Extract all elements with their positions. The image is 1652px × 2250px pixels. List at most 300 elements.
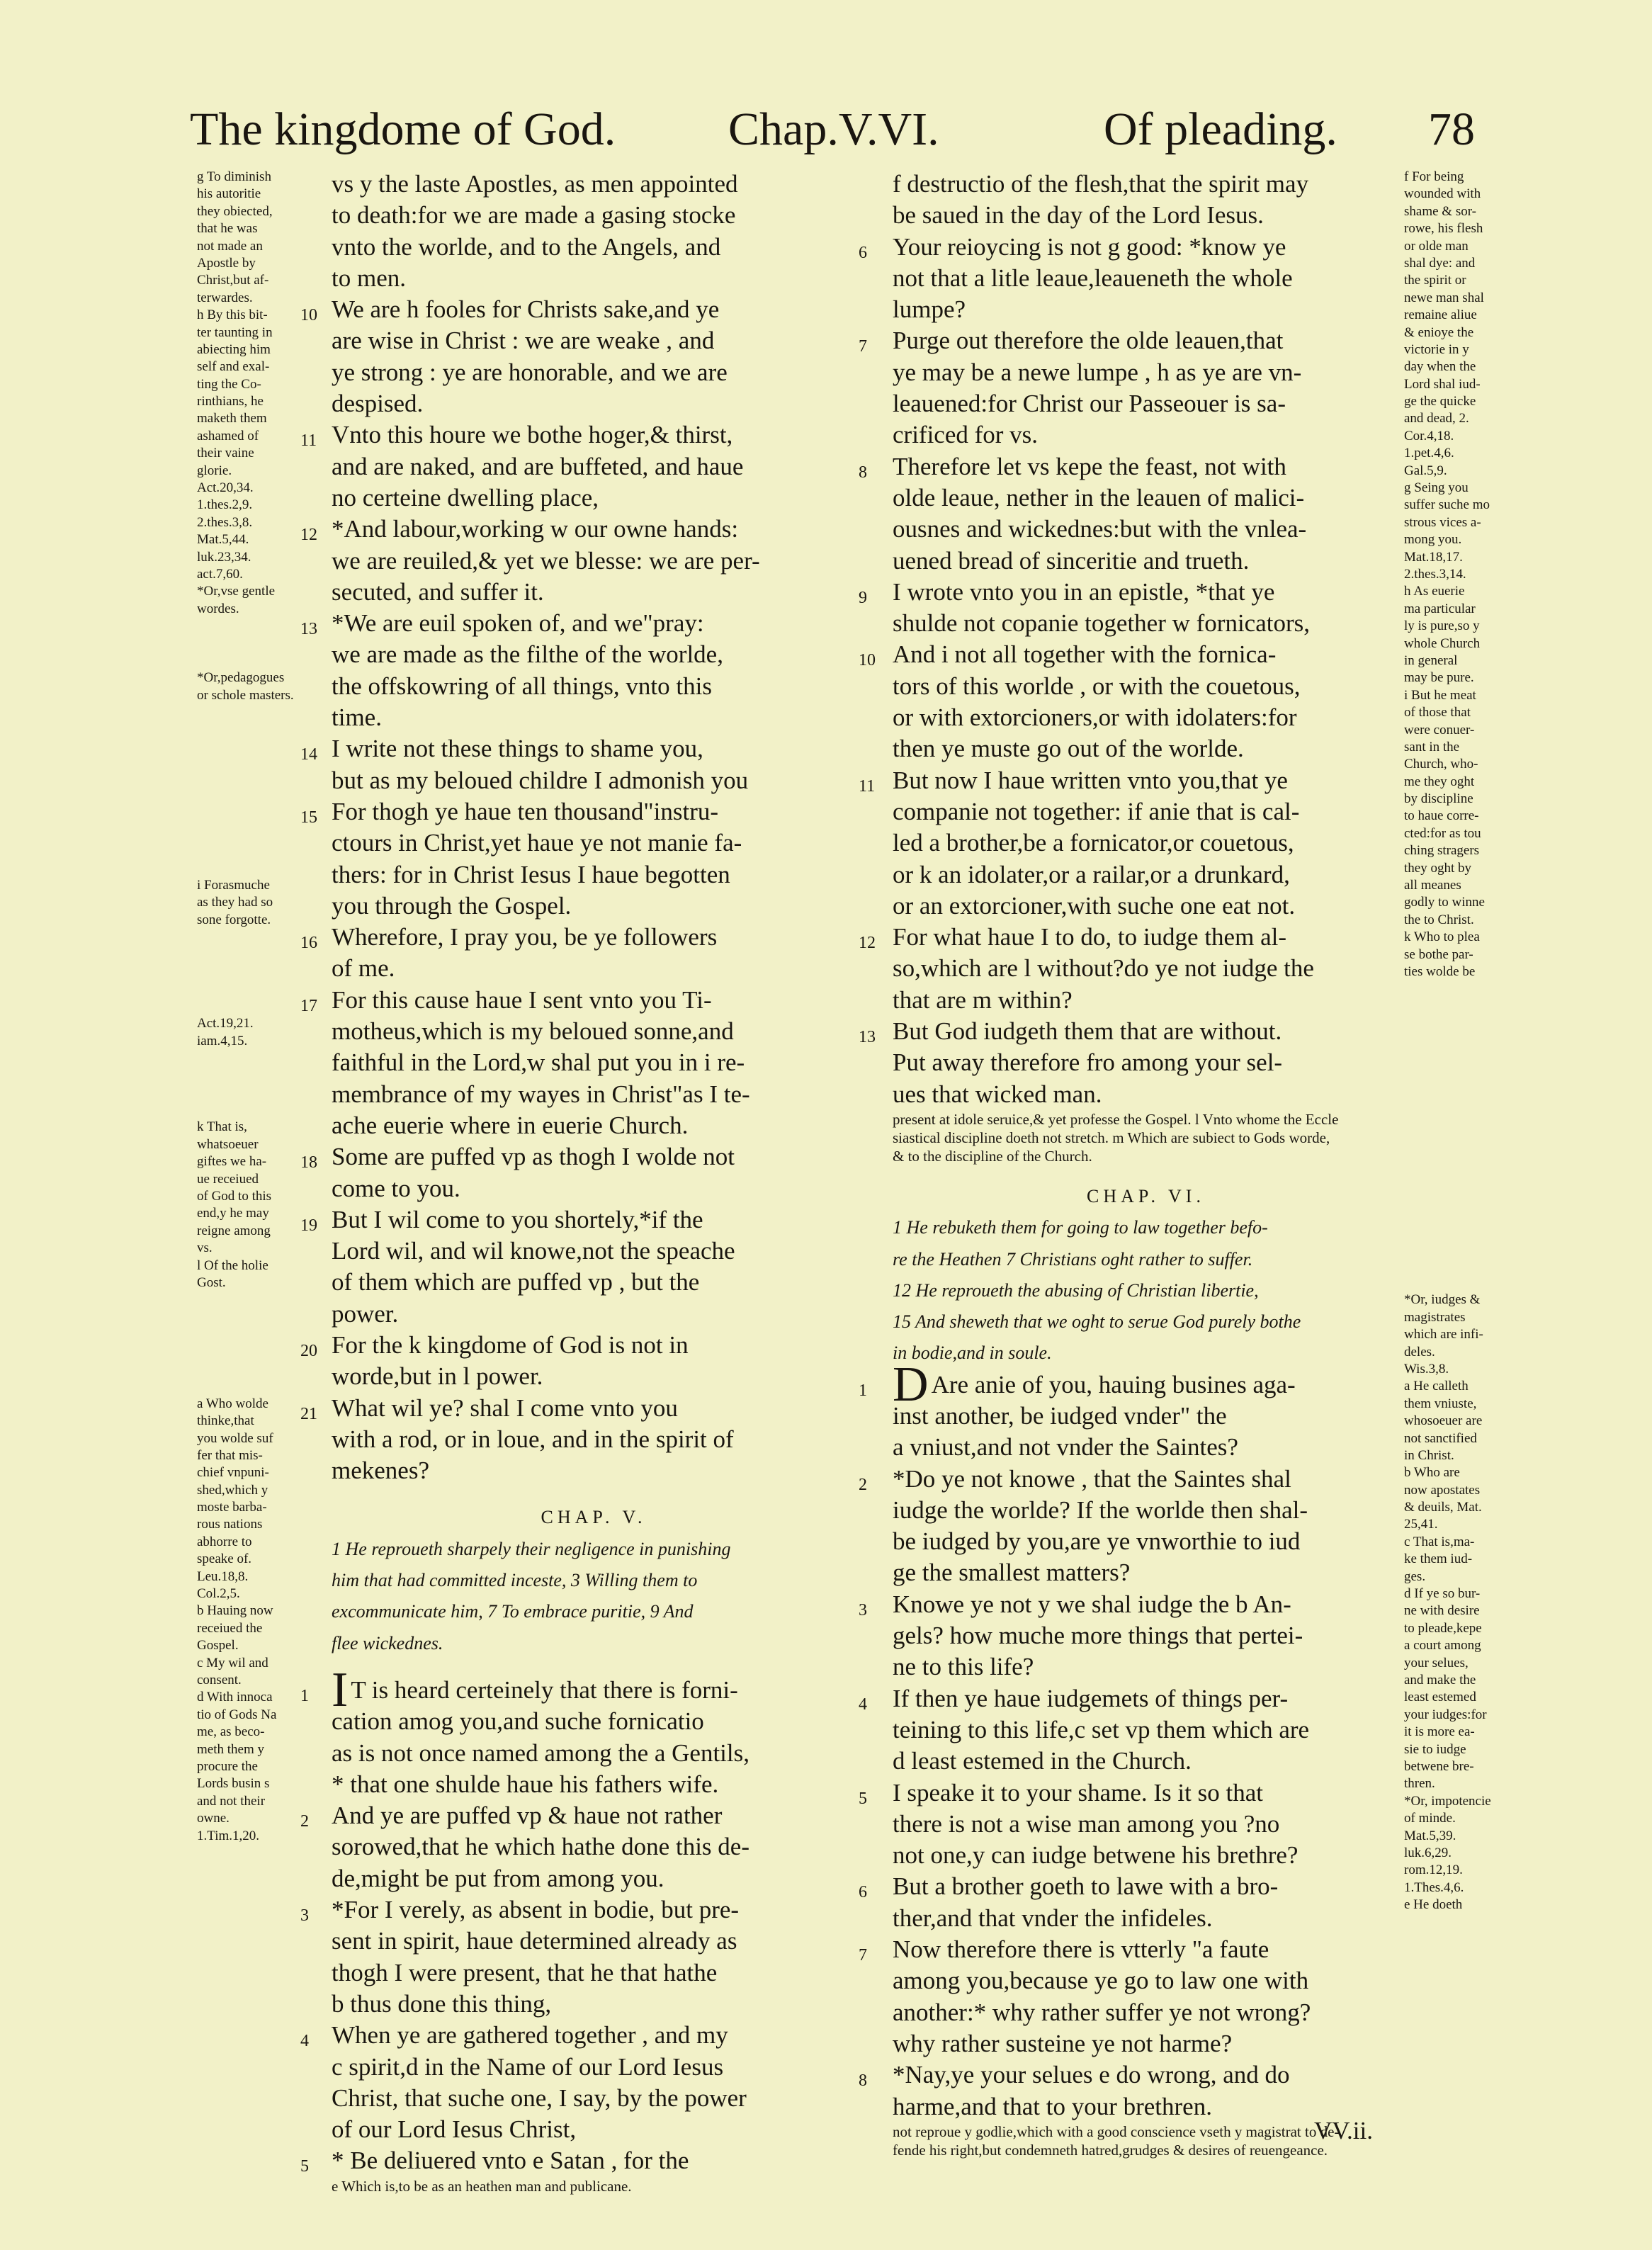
margin-note-line: of God to this bbox=[197, 1189, 272, 1204]
margin-note-line bbox=[1404, 1205, 1524, 1222]
verse-line bbox=[332, 1047, 856, 1078]
margin-note-line: rowe, his flesh bbox=[1404, 221, 1483, 237]
verse-text: d least estemed in the Church. bbox=[893, 1747, 1192, 1775]
drop-cap: I bbox=[332, 1662, 349, 1717]
margin-note-line: 2.thes.3,14. bbox=[1404, 566, 1466, 582]
verse-line bbox=[332, 2052, 856, 2083]
margin-note-line: to haue corre- bbox=[1404, 808, 1479, 824]
chapter-vi-argument: 15 And sheweth that we oght to serue God purely bothe bbox=[893, 1311, 1301, 1333]
verse-text: or with extorcioners,or with idolaters:for bbox=[893, 703, 1297, 732]
verse-number: 12 bbox=[859, 934, 876, 953]
verse-text: b thus done this thing, bbox=[332, 1989, 552, 2018]
margin-note-line: in general bbox=[1404, 652, 1458, 668]
verse-text: I wrote vnto you in an epistle, *that ye bbox=[893, 577, 1275, 606]
verse-text: worde,but in l power. bbox=[332, 1362, 543, 1391]
margin-note-line: consent. bbox=[197, 1672, 242, 1688]
verse-line bbox=[332, 859, 856, 891]
verse-line bbox=[332, 577, 856, 608]
margin-note-line: your iudges:for bbox=[1404, 1707, 1487, 1722]
verse-text: For the k kingdome of God is not in bbox=[332, 1330, 689, 1359]
verse-number: 21 bbox=[300, 1404, 317, 1423]
right-margin-notes bbox=[1404, 169, 1524, 1913]
verse-number: 11 bbox=[859, 776, 876, 796]
verse-text: but as my beloued childre I admonish you bbox=[332, 766, 749, 794]
running-head-right: Of pleading. bbox=[1104, 103, 1337, 155]
footnote-line: siastical discipline doeth not stretch. m Which are subiect to Gods worde, bbox=[893, 1129, 1330, 1146]
margin-note-line: and not their bbox=[197, 1793, 266, 1809]
margin-note-line: ke them iud- bbox=[1404, 1551, 1473, 1567]
verse-text: tors of this worlde , or with the couetous, bbox=[893, 672, 1301, 700]
verse-text: or an extorcioner,with suche one eat not. bbox=[893, 891, 1296, 920]
verse-text: there is not a wise man among you ?no bbox=[893, 1809, 1280, 1838]
drop-cap: D bbox=[893, 1357, 929, 1412]
verse-line bbox=[893, 859, 1399, 891]
verse-line bbox=[893, 1432, 1399, 1463]
verse-number: 3 bbox=[859, 1600, 867, 1619]
margin-note-line: & deuils, Mat. bbox=[1404, 1500, 1482, 1515]
verse-text: sorowed,that he which hathe done this de- bbox=[332, 1833, 749, 1861]
margin-note-line: betwene bre- bbox=[1404, 1758, 1474, 1774]
margin-note-line: sant in the bbox=[1404, 739, 1460, 754]
verse-line bbox=[859, 451, 1399, 482]
verse-line bbox=[332, 1926, 856, 1957]
margin-note-line: remaine aliue bbox=[1404, 307, 1477, 323]
margin-note-line: of minde. bbox=[1404, 1811, 1456, 1826]
verse-text: de,might be put from among you. bbox=[332, 1864, 664, 1892]
verse-text: ye strong : ye are honorable, and we are bbox=[332, 358, 728, 386]
verse-text: another:* why rather suffer ye not wrong? bbox=[893, 1998, 1311, 2026]
margin-note-line: rinthians, he bbox=[197, 394, 264, 409]
verse-text: And ye are puffed vp & haue not rather bbox=[332, 1802, 723, 1830]
margin-note-line: Act.19,21. bbox=[197, 1016, 254, 1031]
verse-text: shulde not copanie together w fornicators, bbox=[893, 609, 1310, 638]
verse-number: 2 bbox=[300, 1812, 309, 1831]
verse-number: 13 bbox=[859, 1028, 876, 1047]
margin-note-line: end,y he may bbox=[197, 1206, 269, 1221]
margin-note-line: his autoritie bbox=[197, 186, 261, 202]
verse-text: that are m within? bbox=[893, 985, 1073, 1014]
verse-line bbox=[332, 765, 856, 796]
verse-line bbox=[332, 169, 856, 200]
verse-line bbox=[332, 827, 856, 859]
margin-note-line: day when the bbox=[1404, 359, 1476, 375]
verse-line bbox=[859, 1777, 1399, 1809]
verse-line bbox=[859, 325, 1399, 356]
margin-note-line bbox=[1404, 1119, 1524, 1136]
margin-note-line: suffer suche mo bbox=[1404, 497, 1490, 513]
margin-note-line: magistrates bbox=[1404, 1309, 1466, 1325]
verse-text: faithful in the Lord,w shal put you in i re- bbox=[332, 1048, 745, 1077]
margin-note-line: f For being bbox=[1404, 169, 1464, 184]
margin-note-line: ties wolde be bbox=[1404, 963, 1476, 979]
verse-text: olde leaue, nether in the leauen of malici- bbox=[893, 483, 1305, 511]
verse-line bbox=[893, 1651, 1399, 1683]
verse-text: Some are puffed vp as thogh I wolde not bbox=[332, 1143, 735, 1171]
verse-line bbox=[332, 1236, 856, 1267]
verse-line bbox=[300, 1894, 856, 1926]
margin-note-line: of those that bbox=[1404, 705, 1471, 720]
verse-line bbox=[893, 419, 1399, 451]
verse-text: companie not together: if anie that is cal- bbox=[893, 797, 1300, 825]
margin-note-line: shed,which y bbox=[197, 1482, 268, 1498]
verse-line bbox=[893, 702, 1399, 733]
verse-line bbox=[893, 1903, 1399, 1934]
verse-text: be saued in the day of the Lord Iesus. bbox=[893, 201, 1264, 230]
margin-note-line: shame & sor- bbox=[1404, 203, 1476, 219]
verse-line bbox=[332, 1455, 856, 1486]
margin-note-line: your selues, bbox=[1404, 1655, 1469, 1670]
margin-note-line: that he was bbox=[197, 221, 258, 237]
margin-note-line: moste barba- bbox=[197, 1500, 267, 1515]
verse-line bbox=[893, 1714, 1399, 1746]
verse-text: *Do ye not knowe , that the Saintes shal bbox=[893, 1464, 1291, 1493]
spacer bbox=[332, 1486, 856, 1502]
margin-note-line: and make the bbox=[1404, 1672, 1476, 1688]
verse-text: a vniust,and not vnder the Saintes? bbox=[893, 1433, 1238, 1462]
margin-note-line: iam.4,15. bbox=[197, 1033, 248, 1048]
verse-text: Vnto this houre we bothe hoger,& thirst, bbox=[332, 421, 733, 449]
verse-line bbox=[332, 451, 856, 482]
verse-line bbox=[300, 1141, 856, 1172]
margin-note-line: tio of Gods Na bbox=[197, 1707, 277, 1722]
running-head-chapter: Chap.V.VI. bbox=[728, 103, 939, 155]
running-head-left: The kingdome of God. bbox=[190, 103, 616, 155]
verse-line bbox=[893, 1557, 1399, 1588]
margin-note-line: a He calleth bbox=[1404, 1379, 1469, 1394]
verse-number: 7 bbox=[859, 337, 867, 356]
verse-number: 15 bbox=[300, 808, 317, 827]
verse-number: 12 bbox=[300, 526, 317, 545]
verse-line bbox=[332, 357, 856, 388]
verse-line bbox=[859, 639, 1399, 670]
chapter-vi-argument: in bodie,and in soule. bbox=[893, 1342, 1052, 1364]
verse-text: Put away therefore fro among your sel- bbox=[893, 1048, 1283, 1077]
verse-text: *And labour,working w our owne hands: bbox=[332, 515, 739, 543]
margin-note-line: self and exal- bbox=[197, 359, 270, 375]
margin-note-line: Mat.5,44. bbox=[197, 532, 249, 548]
verse-text: Lord wil, and wil knowe,not the speache bbox=[332, 1237, 735, 1265]
verse-text: thers: for in Christ Iesus I haue begotten bbox=[332, 860, 730, 888]
margin-note-line: ne with desire bbox=[1404, 1603, 1480, 1619]
verse-number: 6 bbox=[859, 243, 867, 262]
verse-line bbox=[859, 765, 1399, 796]
margin-note-line: receiued the bbox=[197, 1620, 263, 1636]
margin-note-line: they oght by bbox=[1404, 860, 1471, 876]
margin-note-line: in Christ. bbox=[1404, 1447, 1454, 1463]
margin-note-line bbox=[197, 1309, 324, 1326]
verse-text: Your reioycing is not g good: *know ye bbox=[893, 232, 1286, 261]
verse-line bbox=[893, 2028, 1399, 2059]
margin-note-line: h As euerie bbox=[1404, 584, 1465, 599]
margin-note-line: Mat.18,17. bbox=[1404, 549, 1463, 565]
verse-number: 1 bbox=[300, 1686, 309, 1705]
margin-note-line: i But he meat bbox=[1404, 687, 1476, 703]
margin-note-line: ue receiued bbox=[197, 1171, 259, 1187]
margin-note-line: glorie. bbox=[197, 463, 232, 478]
margin-note-line: 25,41. bbox=[1404, 1517, 1438, 1532]
verse-line bbox=[300, 608, 856, 639]
verse-text: the offskowring of all things, vnto this bbox=[332, 672, 712, 700]
verse-text: If then ye haue iudgemets of things per- bbox=[893, 1684, 1289, 1712]
verse-line bbox=[300, 1393, 856, 1424]
verse-text: membrance of my wayes in Christ"as I te- bbox=[332, 1080, 750, 1108]
verse-line bbox=[332, 1267, 856, 1298]
verse-text: time. bbox=[332, 703, 382, 732]
verse-line bbox=[300, 2020, 856, 2051]
margin-note-line: least estemed bbox=[1404, 1690, 1476, 1705]
verse-line bbox=[859, 232, 1399, 263]
verse-line bbox=[893, 200, 1399, 231]
verse-text: Therefore let vs kepe the feast, not with bbox=[893, 452, 1286, 480]
verse-text: not that a litle leaue,leaueneth the whole bbox=[893, 264, 1293, 292]
verse-line bbox=[859, 922, 1399, 953]
margin-note-line: ting the Co- bbox=[197, 376, 261, 392]
margin-note-line: l Of the holie bbox=[197, 1257, 268, 1273]
verse-line bbox=[893, 827, 1399, 859]
verse-number: 19 bbox=[300, 1216, 317, 1235]
verse-number: 20 bbox=[300, 1341, 317, 1360]
margin-note-line: ge the quicke bbox=[1404, 394, 1476, 409]
verse-line bbox=[300, 2145, 856, 2176]
verse-text: crificed for vs. bbox=[893, 421, 1039, 449]
verse-number: 6 bbox=[859, 1883, 867, 1902]
verse-text: we are reuiled,& yet we blesse: we are per- bbox=[332, 546, 760, 575]
margin-note-line bbox=[1404, 1015, 1524, 1032]
margin-note-line: b Hauing now bbox=[197, 1603, 273, 1619]
verse-text: you through the Gospel. bbox=[332, 891, 572, 920]
margin-note-line: i Forasmuche bbox=[197, 878, 270, 893]
verse-line bbox=[332, 1769, 856, 1800]
verse-line bbox=[859, 577, 1399, 608]
verse-line bbox=[893, 263, 1399, 294]
verse-text: But now I haue written vnto you,that ye bbox=[893, 766, 1288, 794]
margin-note-line: 1.Thes.4,6. bbox=[1404, 1879, 1464, 1895]
margin-note-line: luk.6,29. bbox=[1404, 1845, 1452, 1860]
verse-line bbox=[332, 953, 856, 984]
verse-line bbox=[893, 733, 1399, 764]
margin-note-line: Cor.4,18. bbox=[1404, 428, 1454, 443]
margin-note-line bbox=[197, 704, 324, 721]
verse-line bbox=[332, 1173, 856, 1204]
verse-text: What wil ye? shal I come vnto you bbox=[332, 1393, 678, 1422]
left-text-column bbox=[300, 169, 856, 2195]
margin-note-line: 1.Tim.1,20. bbox=[197, 1828, 259, 1843]
verse-number: 10 bbox=[859, 651, 876, 670]
margin-note-line: Lord shal iud- bbox=[1404, 376, 1481, 392]
footnote-line: present at idole seruice,& yet professe the Gospel. l Vnto whome the Eccle bbox=[893, 1110, 1339, 1128]
verse-line bbox=[893, 953, 1399, 984]
footnote-line: not reproue y godlie,which with a good conscience vseth y magistrat to de- bbox=[893, 2122, 1340, 2140]
margin-note-line: ter taunting in bbox=[197, 324, 273, 340]
margin-note-line: act.7,60. bbox=[197, 566, 243, 582]
chapter-v-argument: him that had committed inceste, 3 Willing them to bbox=[332, 1570, 698, 1591]
verse-text: inst another, be iudged vnder" the bbox=[893, 1401, 1227, 1430]
margin-note-line: victorie in y bbox=[1404, 341, 1469, 357]
verse-line bbox=[859, 1464, 1399, 1495]
verse-line bbox=[893, 1965, 1399, 1996]
chapter-vi-argument: re the Heathen 7 Christians oght rather to suffer. bbox=[893, 1248, 1253, 1270]
verse-line bbox=[893, 985, 1399, 1016]
margin-note-line: it is more ea- bbox=[1404, 1724, 1475, 1740]
verse-text: For this cause haue I sent vnto you Ti- bbox=[332, 985, 712, 1014]
verse-number: 1 bbox=[859, 1381, 867, 1400]
verse-text: thogh I were present, that he that hathe bbox=[332, 1958, 718, 1986]
margin-note-line: meth them y bbox=[197, 1741, 264, 1757]
chapter-vi-argument: 1 He rebuketh them for going to law together befo- bbox=[893, 1217, 1268, 1238]
verse-text: ache euerie where in euerie Church. bbox=[332, 1111, 689, 1139]
verse-line bbox=[332, 1424, 856, 1455]
verse-text: secuted, and suffer it. bbox=[332, 577, 544, 606]
verse-text: power. bbox=[332, 1299, 399, 1328]
spacer bbox=[893, 1165, 1399, 1181]
margin-note-line: *Or,pedagogues bbox=[197, 670, 285, 686]
margin-note-line: speake of. bbox=[197, 1551, 252, 1567]
verse-line bbox=[893, 1620, 1399, 1651]
margin-note-line: or schole masters. bbox=[197, 687, 294, 703]
margin-note-line: Christ,but af- bbox=[197, 273, 269, 288]
verse-line bbox=[893, 1746, 1399, 1777]
margin-note-line: vs. bbox=[197, 1240, 213, 1256]
verse-text: c spirit,d in the Name of our Lord Iesus bbox=[332, 2052, 724, 2081]
footnote-line: fende his right,but condemneth hatred,grudges & desires of reuengeance. bbox=[893, 2141, 1328, 2159]
margin-note-line: reigne among bbox=[197, 1223, 271, 1238]
verse-text: ye may be a newe lumpe , h as ye are vn- bbox=[893, 358, 1302, 386]
verse-text: ther,and that vnder the infideles. bbox=[893, 1904, 1213, 1932]
verse-line bbox=[859, 1357, 1399, 1412]
verse-line bbox=[893, 294, 1399, 325]
verse-text: *Nay,ye your selues e do wrong, and do bbox=[893, 2061, 1290, 2089]
margin-note-line: Apostle by bbox=[197, 255, 256, 271]
margin-note-line: whole Church bbox=[1404, 635, 1481, 651]
verse-number: 4 bbox=[300, 2032, 309, 2051]
margin-note-line: *Or,vse gentle bbox=[197, 584, 276, 599]
verse-line bbox=[332, 545, 856, 577]
margin-note-line bbox=[197, 963, 324, 980]
margin-note-line: sone forgotte. bbox=[197, 912, 271, 927]
margin-note-line: Lords busin s bbox=[197, 1776, 270, 1792]
margin-note-line: they obiected, bbox=[197, 203, 273, 219]
verse-line bbox=[332, 671, 856, 702]
margin-note-line: wounded with bbox=[1404, 186, 1481, 202]
margin-note-line: you wolde suf bbox=[197, 1430, 273, 1446]
verse-text: as is not once named among the a Gentils, bbox=[332, 1739, 749, 1767]
verse-number: 7 bbox=[859, 1946, 867, 1965]
verse-text: When ye are gathered together , and my bbox=[332, 2021, 728, 2050]
margin-note-line: me, as beco- bbox=[197, 1724, 265, 1740]
verse-line bbox=[893, 1401, 1399, 1432]
margin-note-line bbox=[1404, 1188, 1524, 1205]
margin-note-line: not made an bbox=[197, 238, 263, 254]
verse-text: we are made as the filthe of the worlde, bbox=[332, 640, 723, 669]
chapter-v-heading: CHAP. V. bbox=[541, 1507, 647, 1528]
verse-text: of our Lord Iesus Christ, bbox=[332, 2115, 577, 2144]
verse-text: I speake it to your shame. Is it so that bbox=[893, 1778, 1263, 1807]
margin-note-line: ching stragers bbox=[1404, 843, 1480, 859]
margin-note-line: Wis.3,8. bbox=[1404, 1361, 1449, 1376]
page-number: 78 bbox=[1428, 103, 1475, 155]
margin-note-line: Col.2,5. bbox=[197, 1586, 240, 1602]
margin-note-line bbox=[1404, 1067, 1524, 1084]
signature-mark: VV.ii. bbox=[1314, 2117, 1373, 2144]
verse-text: mekenes? bbox=[332, 1457, 429, 1485]
verse-text: ousnes and wickednes:but with the vnlea- bbox=[893, 515, 1307, 543]
verse-text: * that one shulde haue his fathers wife. bbox=[332, 1770, 719, 1798]
verse-line bbox=[300, 294, 856, 325]
margin-note-line: the to Christ. bbox=[1404, 912, 1474, 927]
verse-line bbox=[300, 514, 856, 545]
verse-line bbox=[332, 1016, 856, 1047]
verse-line bbox=[300, 985, 856, 1016]
margin-note-line: b Who are bbox=[1404, 1465, 1460, 1481]
verse-line bbox=[332, 1110, 856, 1141]
verse-text: ctours in Christ,yet haue ye not manie fa- bbox=[332, 829, 742, 857]
margin-note-line: strous vices a- bbox=[1404, 514, 1481, 530]
margin-note-line: se bothe par- bbox=[1404, 946, 1473, 962]
verse-text: gels? how muche more things that pertei- bbox=[893, 1622, 1303, 1650]
verse-text: are wise in Christ : we are weake , and bbox=[332, 327, 715, 355]
verse-number: 17 bbox=[300, 996, 317, 1015]
margin-note-line: Gost. bbox=[197, 1275, 226, 1290]
verse-text: Are anie of you, hauing busines aga- bbox=[931, 1370, 1296, 1398]
margin-note-line: Church, who- bbox=[1404, 757, 1478, 772]
verse-number: 14 bbox=[300, 745, 317, 764]
verse-text: I write not these things to shame you, bbox=[332, 735, 703, 763]
margin-note-line bbox=[197, 860, 324, 877]
verse-line bbox=[332, 639, 856, 670]
verse-text: or k an idolater,or a railar,or a drunkard, bbox=[893, 860, 1290, 888]
verse-line bbox=[332, 1738, 856, 1769]
margin-note-line bbox=[1404, 1033, 1524, 1050]
margin-note-line: 1.thes.2,9. bbox=[197, 497, 253, 513]
verse-text: T is heard certeinely that there is forni- bbox=[351, 1675, 738, 1704]
margin-note-line: abhorre to bbox=[197, 1534, 252, 1549]
margin-note-line: godly to winne bbox=[1404, 895, 1485, 910]
verse-number: 18 bbox=[300, 1153, 317, 1172]
verse-text: For thogh ye haue ten thousand"instru- bbox=[332, 797, 719, 825]
margin-note-line bbox=[197, 1378, 324, 1395]
margin-note-line: Leu.18,8. bbox=[197, 1568, 249, 1584]
margin-note-line bbox=[1404, 1136, 1524, 1153]
verse-line bbox=[893, 1495, 1399, 1526]
verse-text: iudge the worlde? If the worlde then shal- bbox=[893, 1496, 1308, 1524]
margin-note-line: ly is pure,so y bbox=[1404, 618, 1480, 634]
verse-text: Purge out therefore the olde leauen,that bbox=[893, 327, 1284, 355]
verse-number: 16 bbox=[300, 934, 317, 953]
verse-line bbox=[332, 1361, 856, 1392]
verse-line bbox=[332, 1831, 856, 1862]
verse-line bbox=[893, 388, 1399, 419]
verse-line bbox=[332, 388, 856, 419]
verse-line bbox=[859, 1016, 1399, 1047]
verse-number: 11 bbox=[300, 431, 317, 451]
verse-text: *We are euil spoken of, and we"pray: bbox=[332, 609, 704, 638]
margin-note-line: e He doeth bbox=[1404, 1897, 1463, 1913]
margin-note-line: rous nations bbox=[197, 1517, 263, 1532]
margin-note-line: chief vnpuni- bbox=[197, 1465, 269, 1481]
margin-note-line: thinke,that bbox=[197, 1413, 254, 1429]
verse-line bbox=[893, 357, 1399, 388]
margin-note-line: which are infi- bbox=[1404, 1327, 1483, 1342]
margin-note-line: *Or, impotencie bbox=[1404, 1793, 1491, 1809]
verse-text: so,which are l without?do ye not iudge the bbox=[893, 954, 1314, 983]
verse-line bbox=[332, 482, 856, 514]
verse-line bbox=[332, 702, 856, 733]
margin-note-line: whosoeuer are bbox=[1404, 1413, 1483, 1429]
verse-line bbox=[332, 2083, 856, 2114]
verse-text: harme,and that to your brethren. bbox=[893, 2092, 1212, 2120]
verse-line bbox=[893, 1079, 1399, 1110]
verse-line bbox=[332, 325, 856, 356]
